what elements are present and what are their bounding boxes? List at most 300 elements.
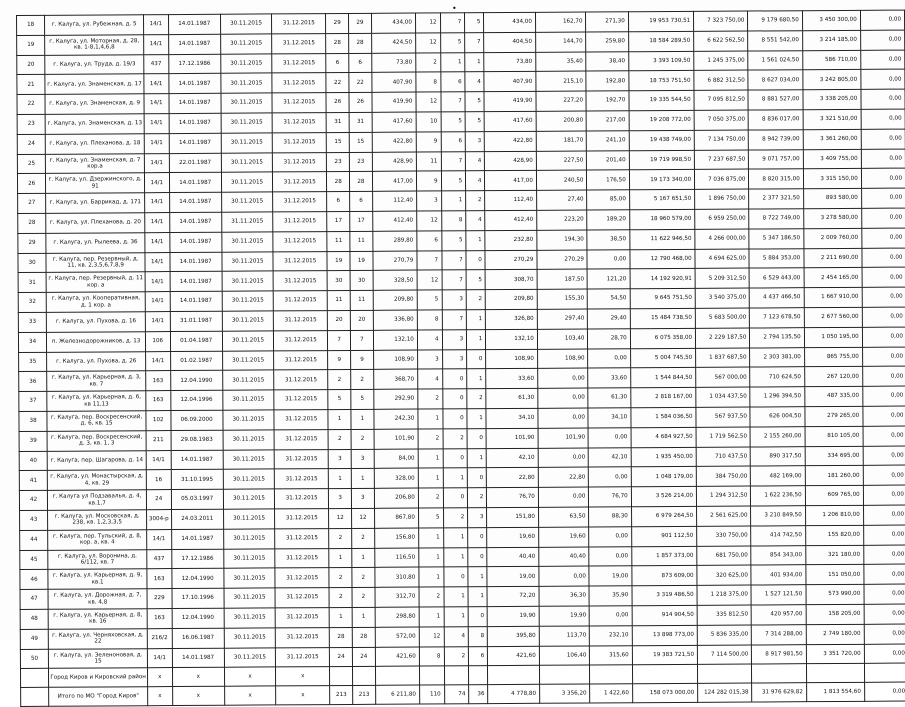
table-cell: 1 xyxy=(329,469,352,489)
table-cell: 16.06.1987 xyxy=(172,628,224,648)
table-cell: 30.11.2015 xyxy=(222,232,273,252)
table-cell: 0,00 xyxy=(862,287,905,307)
table-cell: 44 xyxy=(20,530,48,550)
table-cell: 0,00 xyxy=(862,307,905,327)
table-cell: х xyxy=(172,687,224,706)
table-cell: 482 169,00 xyxy=(751,466,805,486)
table-cell: 21 xyxy=(17,75,45,95)
table-cell: 229 xyxy=(147,589,172,609)
table-cell: 30.11.2015 xyxy=(223,529,274,549)
table-cell: 14.01.1987 xyxy=(168,14,220,34)
table-cell: 8 627 034,00 xyxy=(748,70,802,90)
table-cell: 37 xyxy=(19,391,47,411)
table-cell: 163 xyxy=(147,569,172,589)
table-cell: 421,60 xyxy=(488,646,540,666)
table-cell: 19,90 xyxy=(487,606,539,626)
table-cell: 315,60 xyxy=(590,645,632,665)
table-cell: 7 xyxy=(442,270,467,290)
table-cell: 4 694 625,00 xyxy=(695,249,749,269)
table-cell: 232,80 xyxy=(485,230,537,250)
table-cell: 110 xyxy=(419,685,444,704)
table-cell: 3 361 260,00 xyxy=(803,129,861,149)
table-cell: 3 242 805,00 xyxy=(803,70,861,90)
table-cell: 2 xyxy=(352,568,375,588)
table-cell: 14.01.1987 xyxy=(170,291,222,311)
table-cell: 414 742,50 xyxy=(751,525,805,545)
table-cell: 0,00 xyxy=(860,10,904,30)
table-cell: 73,80 xyxy=(484,52,536,72)
table-cell: г. Калуга, ул. Пухова, д. 26 xyxy=(47,351,146,371)
table-cell: 33 xyxy=(18,312,46,332)
table-cell: 3 540 375,00 xyxy=(695,288,749,308)
table-cell: 1 xyxy=(419,607,444,627)
table-cell: 43 xyxy=(20,510,48,530)
table-cell: г. Калуга, ул. Черняховская, д. 22 xyxy=(48,628,147,648)
table-cell: 3 321 510,00 xyxy=(803,109,861,129)
table-cell xyxy=(632,665,698,684)
table-cell: 2 xyxy=(444,646,469,666)
table-cell: х xyxy=(224,686,275,705)
table-cell: 626 004,50 xyxy=(750,407,804,427)
table-cell: 1 xyxy=(440,52,465,72)
table-cell: 6 xyxy=(327,192,350,212)
table-cell: 1 245 375,00 xyxy=(694,51,748,71)
table-cell: 14.01.1987 xyxy=(169,232,221,252)
table-cell: 31.12.2015 xyxy=(274,390,328,410)
table-cell: 34 xyxy=(18,332,46,352)
table-cell: 0,00 xyxy=(862,248,905,268)
table-cell: 6 xyxy=(440,72,465,92)
table-cell: 144,70 xyxy=(535,32,586,52)
table-cell: 0 xyxy=(443,567,468,587)
table-cell: 151 050,00 xyxy=(806,565,864,585)
table-cell: 0,00 xyxy=(862,366,905,386)
table-cell: 01.04.1987 xyxy=(170,331,222,351)
table-cell: 0,00 xyxy=(589,427,631,447)
table-cell: 1 422,60 xyxy=(590,684,632,703)
table-cell: 0,00 xyxy=(864,644,905,664)
table-cell: 240,50 xyxy=(536,170,587,190)
table-cell: 8 836 017,00 xyxy=(749,110,803,130)
table-cell: 5 209 312,50 xyxy=(695,268,749,288)
table-cell: г. Калуга, ул. Дзержинского, д. 91 xyxy=(46,173,145,193)
table-cell: 5 xyxy=(465,13,484,33)
table-cell: 31.12.2015 xyxy=(272,132,326,152)
table-cell: 30.11.2015 xyxy=(221,73,272,93)
table-cell: 106 xyxy=(145,331,170,351)
table-cell: 26 xyxy=(349,93,372,113)
table-cell: 573 990,00 xyxy=(806,584,864,604)
table-cell: 270,29 xyxy=(485,250,537,270)
table-cell: 3 450 300,00 xyxy=(802,10,860,30)
table-cell: 31.12.2015 xyxy=(275,627,329,647)
table-cell: 0 xyxy=(442,409,467,429)
table-cell: 209,80 xyxy=(486,289,538,309)
table-cell: 217,00 xyxy=(587,111,629,131)
table-cell: 567 000,00 xyxy=(696,367,750,387)
table-cell: 31.10.1995 xyxy=(171,470,223,490)
table-cell: 404,50 xyxy=(484,32,536,52)
table-cell: 3 409 755,00 xyxy=(803,149,861,169)
table-cell: 18 753 751,50 xyxy=(629,71,695,91)
table-cell: 10 xyxy=(416,112,441,132)
table-cell: 437 xyxy=(144,54,169,74)
table-cell: 8 xyxy=(417,310,442,330)
table-cell: 14.01.1987 xyxy=(169,113,221,133)
table-cell: 31.12.2015 xyxy=(274,311,328,331)
table-cell: 1 218 375,00 xyxy=(697,585,751,605)
table-cell: 31.12.2015 xyxy=(275,568,329,588)
table-cell: 424,50 xyxy=(371,33,415,53)
table-cell: 5 xyxy=(328,390,351,410)
table-cell: 421,60 xyxy=(375,647,419,667)
table-cell: 4 xyxy=(418,369,443,389)
table-cell: 30.11.2015 xyxy=(223,390,274,410)
table-cell: 6 xyxy=(349,53,372,73)
table-cell: 1 xyxy=(328,409,351,429)
table-cell: 50 xyxy=(20,649,48,669)
table-cell: 13 898 773,00 xyxy=(632,625,698,645)
table-cell: 19 xyxy=(17,35,45,55)
table-cell: 7 314 288,00 xyxy=(752,624,806,644)
table-cell: 36,30 xyxy=(539,586,590,606)
table-cell: 14/1 xyxy=(147,648,172,668)
table-cell: Город Киров и Кировский район xyxy=(49,668,148,688)
buildings-table xyxy=(16,10,905,707)
table-cell: 30.11.2015 xyxy=(224,647,275,667)
table-cell: 0 xyxy=(466,250,485,270)
table-cell: х xyxy=(224,667,275,686)
table-cell: 2 xyxy=(443,508,468,528)
table-cell: 34,10 xyxy=(486,408,538,428)
table-cell: 6 xyxy=(417,231,442,251)
total-row xyxy=(21,682,905,706)
table-cell: 8 xyxy=(441,211,466,231)
table-cell: 11 xyxy=(327,231,350,251)
table-cell: г. Калуга, ул. Карьерная, д. 8, кв. 16 xyxy=(48,609,147,629)
table-cell: 101,90 xyxy=(374,429,418,449)
table-cell: 41 xyxy=(19,471,47,491)
table-cell: 25 xyxy=(17,154,45,174)
table-cell: 279 265,00 xyxy=(805,406,863,426)
table-cell: 14.01.1987 xyxy=(169,252,221,272)
table-cell: 24 xyxy=(17,134,45,154)
table-cell: 2 xyxy=(328,370,351,390)
table-cell: 2 xyxy=(443,428,468,448)
table-cell: 7 036 875,00 xyxy=(695,169,749,189)
table-cell: 6 979 264,50 xyxy=(631,506,697,526)
table-cell: 113,70 xyxy=(539,626,590,646)
table-cell: 0,00 xyxy=(863,545,905,565)
table-cell: 12.04.1990 xyxy=(171,569,223,589)
table-cell: 14.01.1987 xyxy=(169,93,221,113)
table-cell: 3004-р xyxy=(147,509,172,529)
table-cell: 5 xyxy=(441,171,466,191)
table-cell: 336,80 xyxy=(373,310,417,330)
table-cell: 1 544 844,50 xyxy=(630,368,696,388)
table-cell: 4 xyxy=(444,626,469,646)
table-cell: 1 xyxy=(443,547,468,567)
table-cell: 14.01.1987 xyxy=(168,34,220,54)
table-cell: 14/1 xyxy=(145,292,170,312)
table-cell: 216/2 xyxy=(147,628,172,648)
table-cell: г. Калуга, ул. Карьерная, д. 6, кв 11,13 xyxy=(47,391,146,411)
table-cell: 01.02.1987 xyxy=(170,351,222,371)
table-cell: 31.12.2015 xyxy=(273,231,327,251)
table-cell: 312,70 xyxy=(375,587,419,607)
table-cell: 30.11.2015 xyxy=(223,469,274,489)
table-cell: 7 114 500,00 xyxy=(698,645,752,665)
table-cell: 4 778,80 xyxy=(488,685,540,704)
table-cell: 0 xyxy=(468,547,487,567)
table-cell: 419,90 xyxy=(372,92,416,112)
table-cell: 6 211,80 xyxy=(375,685,419,704)
table-cell: 417,60 xyxy=(484,111,536,131)
table-cell: 3 393 109,50 xyxy=(628,51,694,71)
table-cell xyxy=(752,664,806,683)
table-cell: 422,80 xyxy=(372,132,416,152)
table-cell: 0 xyxy=(442,389,467,409)
table-cell: 189,20 xyxy=(587,210,629,230)
table-cell: 42,10 xyxy=(487,448,539,468)
table-cell: 30.11.2015 xyxy=(223,410,274,430)
table-cell: 1 xyxy=(418,468,443,488)
table-cell: 29 xyxy=(18,233,46,253)
table-cell: 19 xyxy=(350,251,373,271)
table-cell: 22,80 xyxy=(487,468,539,488)
table-cell: 14/1 xyxy=(144,94,169,114)
table-cell: 22,80 xyxy=(538,467,589,487)
table-cell: 328,00 xyxy=(374,468,418,488)
table-cell: 12 xyxy=(352,508,375,528)
table-cell: 20 xyxy=(350,310,373,330)
table-cell: 0 xyxy=(468,607,487,627)
table-cell: 12.04.1990 xyxy=(170,371,222,391)
table-cell: 407,90 xyxy=(484,72,536,92)
table-cell: 0,00 xyxy=(862,327,905,347)
table-cell: 0,00 xyxy=(538,487,589,507)
table-cell: 2 009 760,00 xyxy=(804,228,862,248)
table-cell: 4 xyxy=(466,171,485,191)
table-cell: 308,70 xyxy=(485,270,537,290)
table-cell: 9 071 757,00 xyxy=(749,149,803,169)
table-cell: 854 343,00 xyxy=(751,545,805,565)
table-cell: 11 xyxy=(350,290,373,310)
table-cell: 320 625,00 xyxy=(697,565,751,585)
table-cell: 1 xyxy=(352,548,375,568)
table-cell: 0 xyxy=(443,448,468,468)
table-cell: 3 338 205,00 xyxy=(803,90,861,110)
table-cell: 14/1 xyxy=(145,312,170,332)
table-cell: 2 xyxy=(329,588,352,608)
table-cell: 1 813 554,60 xyxy=(806,683,864,702)
table-cell: 30 xyxy=(18,253,46,273)
table-cell xyxy=(806,664,864,683)
table-cell: 11 xyxy=(328,291,351,311)
table-cell: 19 173 340,00 xyxy=(629,170,695,190)
table-cell: 7 134 750,00 xyxy=(694,130,748,150)
table-cell: 873 609,00 xyxy=(632,566,698,586)
table-cell: 1 206 810,00 xyxy=(805,505,863,525)
table-cell: 163 xyxy=(146,391,171,411)
table-cell: г. Калуга, ул. Карьерная, д. 3, кв. 7 xyxy=(47,371,146,391)
table-cell: 434,00 xyxy=(371,13,415,33)
table-cell: 3 210 849,50 xyxy=(751,506,805,526)
table-cell: 19 208 772,00 xyxy=(629,110,695,130)
table-cell: 419,90 xyxy=(484,92,536,112)
table-cell: 31 976 629,82 xyxy=(752,683,806,702)
table-cell: 85,00 xyxy=(587,190,629,210)
table-cell: 14/1 xyxy=(147,529,172,549)
table-cell: 30.11.2015 xyxy=(221,192,272,212)
table-cell: 5 884 353,00 xyxy=(749,248,803,268)
table-cell xyxy=(444,666,469,685)
table-cell: 2 xyxy=(466,191,485,211)
table-cell: 48 xyxy=(20,609,48,629)
table-cell: 33,60 xyxy=(486,369,538,389)
table-cell: 5 xyxy=(440,33,465,53)
table-cell: 2 818 167,00 xyxy=(631,387,697,407)
table-cell: 31 xyxy=(326,112,349,132)
table-cell: г. Калуга, ул. Плеханова, д. 18 xyxy=(45,134,144,154)
table-cell: 0 xyxy=(443,488,468,508)
table-cell: 5 xyxy=(465,92,484,112)
table-cell: 29.08.1983 xyxy=(171,430,223,450)
table-cell: 30.11.2015 xyxy=(223,509,274,529)
table-cell: 05.03.1997 xyxy=(171,489,223,509)
table-cell: 22.01.1987 xyxy=(169,153,221,173)
table-cell: 328,50 xyxy=(373,270,417,290)
table-cell: 28,70 xyxy=(588,329,630,349)
table-cell: г. Калуга ул Подзавалья, д. 4, кв.1,7 xyxy=(48,490,147,510)
table-cell: 38 xyxy=(19,411,47,431)
table-cell: 5 167 651,50 xyxy=(629,190,695,210)
table-cell: 31.12.2015 xyxy=(273,172,327,192)
table-cell: х xyxy=(147,668,172,687)
table-cell: 901 112,50 xyxy=(631,526,697,546)
table-cell: 14/1 xyxy=(143,15,168,35)
table-cell: 30.11.2015 xyxy=(223,449,274,469)
table-cell: 19 383 721,50 xyxy=(632,645,698,665)
table-cell: г. Калуга, ул. Плеханова, д. 20 xyxy=(46,213,145,233)
table-cell: 1 896 750,00 xyxy=(695,189,749,209)
table-cell: 223,20 xyxy=(537,210,588,230)
table-cell: 5 347 186,50 xyxy=(749,228,803,248)
table-cell: 227,20 xyxy=(536,91,587,111)
table-cell: г. Калуга, ул. Пухова, д. 16 xyxy=(47,312,146,332)
table-cell: 18 xyxy=(17,15,45,35)
table-cell: 19,00 xyxy=(589,566,631,586)
table-cell: 14.01.1987 xyxy=(169,192,221,212)
table-cell: 35 xyxy=(19,352,47,372)
table-cell: 384 750,00 xyxy=(696,466,750,486)
table-cell: 18 584 289,50 xyxy=(628,31,694,51)
table-cell: 330 750,00 xyxy=(697,526,751,546)
table-cell: 1 xyxy=(351,409,374,429)
table-cell: 7 xyxy=(417,250,442,270)
table-cell: 132,10 xyxy=(486,329,538,349)
table-cell: 586 710,00 xyxy=(802,50,860,70)
table-cell: 155,30 xyxy=(537,289,588,309)
table-cell: 9 xyxy=(416,171,441,191)
table-cell: 417,00 xyxy=(372,171,416,191)
table-cell: 61,30 xyxy=(486,388,538,408)
table-cell: 259,80 xyxy=(586,32,628,52)
table-cell: 31.12.2015 xyxy=(272,93,326,113)
table-cell: 1 xyxy=(418,528,443,548)
table-cell: 1 xyxy=(466,230,485,250)
table-cell: 31 xyxy=(349,112,372,132)
table-cell: 30.11.2015 xyxy=(223,370,274,390)
table-cell xyxy=(353,667,376,686)
table-cell: 30.11.2015 xyxy=(223,489,274,509)
table-cell: 6 xyxy=(441,132,466,152)
table-cell: 14/1 xyxy=(144,74,169,94)
table-cell: 28 xyxy=(330,627,353,647)
table-cell: 2 155 260,00 xyxy=(750,426,804,446)
table-cell: 9 xyxy=(351,350,374,370)
table-cell: 24 xyxy=(352,647,375,667)
table-cell: 22 xyxy=(326,73,349,93)
table-cell: 3 xyxy=(468,508,487,528)
table-cell: 102 xyxy=(146,411,171,431)
table-cell: 2 377 321,50 xyxy=(749,189,803,209)
table-cell: 19,00 xyxy=(487,567,539,587)
table-cell: 162,70 xyxy=(535,12,586,32)
table-cell: 2 xyxy=(328,429,351,449)
table-cell: г. Калуга, пер. Резервный, д. 11 кор. а xyxy=(46,272,145,292)
table-cell: 28 xyxy=(327,172,350,192)
table-cell: 19,60 xyxy=(487,527,539,547)
table-cell: 334 695,00 xyxy=(805,446,863,466)
table-cell: 76,70 xyxy=(589,487,631,507)
table-cell: 270,29 xyxy=(537,250,588,270)
table-cell: 11 622 946,50 xyxy=(630,229,696,249)
table-cell: 31.12.2015 xyxy=(274,469,328,489)
table-cell: 412,40 xyxy=(485,210,537,230)
table-cell: 8 942 739,00 xyxy=(749,129,803,149)
table-cell: 163 xyxy=(147,608,172,628)
table-cell: г. Калуга, ул. Зеленоновая, д. 15 xyxy=(49,648,148,668)
table-cell: 0,00 xyxy=(863,465,905,485)
table-cell: 1 xyxy=(443,527,468,547)
table-cell: 9 xyxy=(328,350,351,370)
table-cell: 23 xyxy=(17,114,45,134)
table-cell: 76,70 xyxy=(487,487,539,507)
table-cell: 151,80 xyxy=(487,507,539,527)
table-cell: 31.12.2015 xyxy=(275,588,329,608)
table-cell: 3 319 486,50 xyxy=(632,585,698,605)
table-cell: г. Калуга, ул. Рылеева, д. 36 xyxy=(46,232,145,252)
table-cell: 16 xyxy=(146,470,171,490)
table-cell xyxy=(488,666,540,685)
table-cell: 5 836 335,00 xyxy=(697,625,751,645)
table-cell: 30.11.2015 xyxy=(222,251,273,271)
table-cell: 0,00 xyxy=(863,426,905,446)
table-cell: 1 xyxy=(444,587,469,607)
table-cell: 0,00 xyxy=(861,208,905,228)
table-cell: 40,40 xyxy=(487,547,539,567)
table-cell: 1 xyxy=(465,52,484,72)
table-cell: 20 xyxy=(328,310,351,330)
table-cell: 401 934,00 xyxy=(751,565,805,585)
table-cell: 267 120,00 xyxy=(804,367,862,387)
table-cell: 31.12.2015 xyxy=(274,429,328,449)
table-cell: 3 xyxy=(442,330,467,350)
table-cell: 211 xyxy=(146,430,171,450)
table-cell: г. Калуга, пер. Резервный, д. 11, кв. 2,3,5,6,7,8,9 xyxy=(46,252,145,272)
table-cell: 42 xyxy=(19,490,47,510)
